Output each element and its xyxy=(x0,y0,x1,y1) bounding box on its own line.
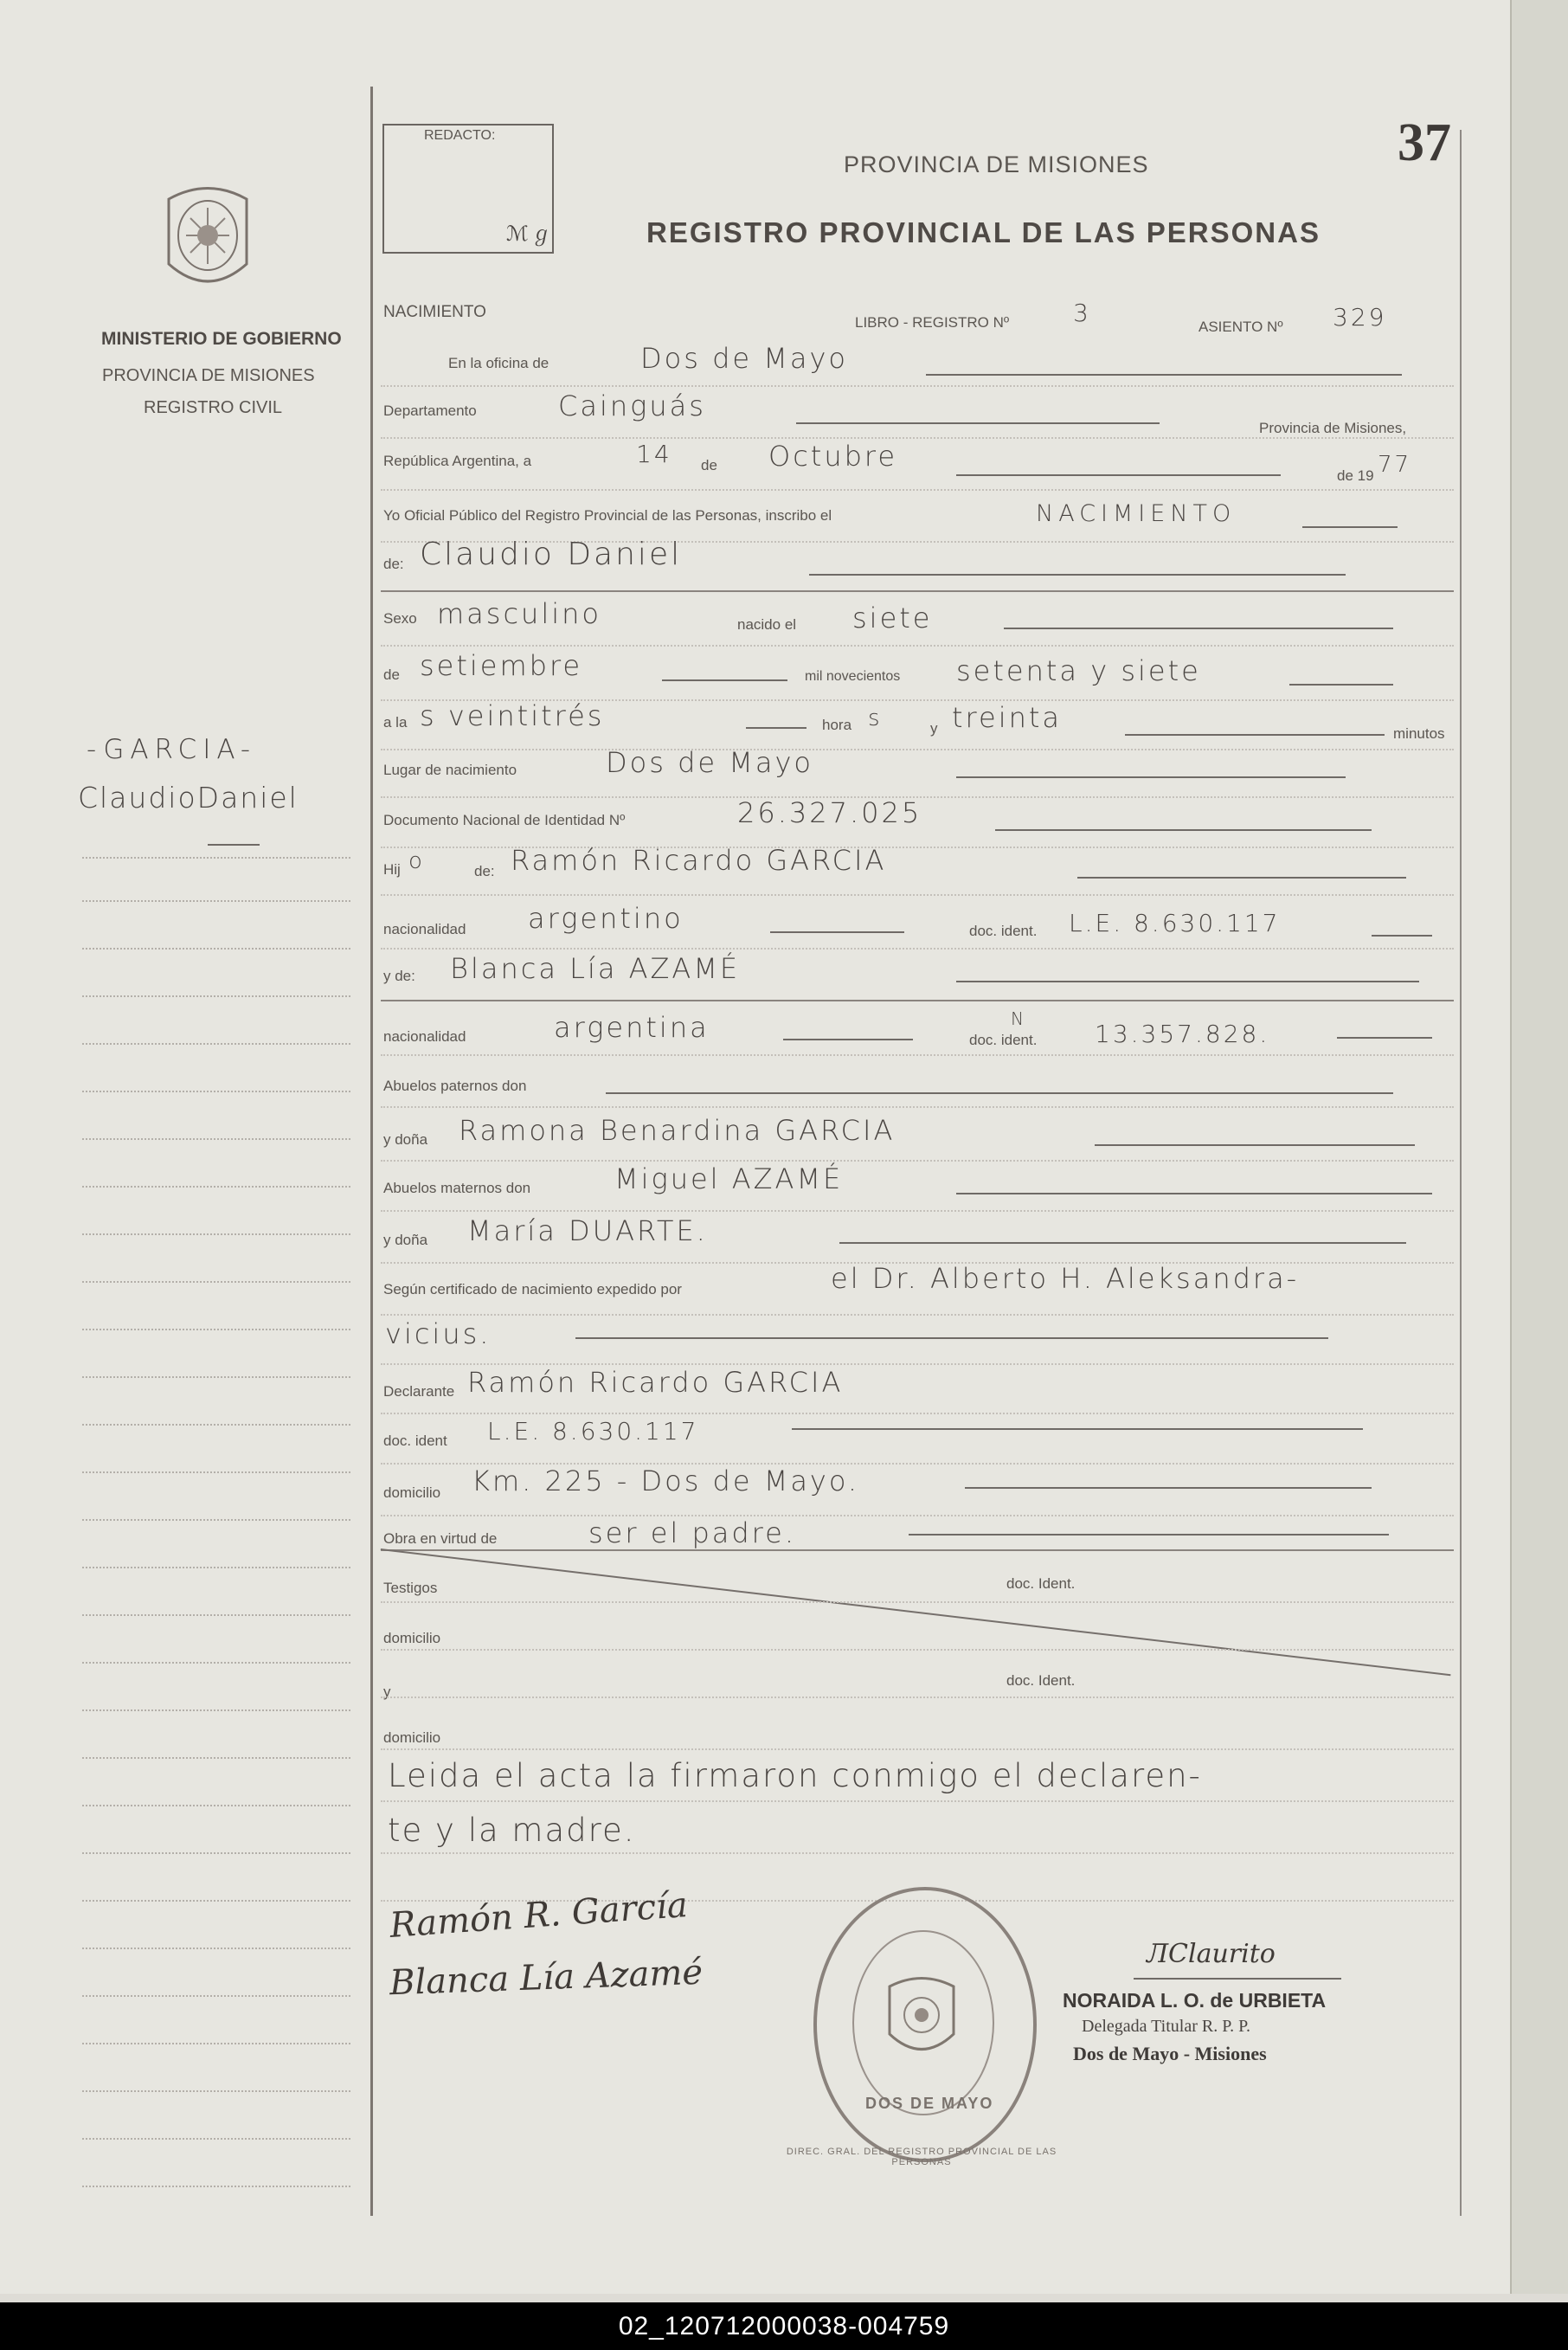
rule xyxy=(381,1000,1454,1001)
margin-underline xyxy=(208,844,260,846)
margin-rule xyxy=(82,1709,350,1711)
father-nat-blank xyxy=(770,931,904,933)
margin-rule xyxy=(82,857,350,859)
and-label: y xyxy=(930,720,938,737)
sex-label: Sexo xyxy=(383,610,417,627)
maternal-grandparents-label: Abuelos maternos don xyxy=(383,1180,531,1196)
rule xyxy=(381,1649,1454,1651)
footer-id: 02_120712000038-004759 xyxy=(618,2311,950,2340)
sex-value: masculino xyxy=(437,597,601,630)
right-margin-rule xyxy=(1460,130,1462,2216)
witness-doc-label: doc. Ident. xyxy=(1006,1575,1076,1592)
act-type-label: NACIMIENTO xyxy=(383,303,486,321)
margin-rule xyxy=(82,995,350,997)
paternal-grandmother-value: Ramona Benardina GARCIA xyxy=(459,1114,896,1147)
birthplace-blank xyxy=(956,776,1346,778)
rule xyxy=(381,1413,1454,1414)
book-value: 3 xyxy=(1073,299,1091,327)
margin-rule xyxy=(82,2090,350,2092)
office-blank xyxy=(926,374,1402,376)
declarant-value: Ramón Ricardo GARCIA xyxy=(467,1366,844,1399)
rule xyxy=(381,749,1454,750)
seal-ring-text: DIREC. GRAL. DEL REGISTRO PROVINCIAL DE LAS PERSONAS xyxy=(786,2147,1057,2167)
minutes-label: minutos xyxy=(1393,725,1445,742)
birthplace-value: Dos de Mayo xyxy=(606,746,813,779)
rule xyxy=(381,1363,1454,1365)
header-registry: REGISTRO PROVINCIAL DE LAS PERSONAS xyxy=(646,216,1321,248)
emblem-province: PROVINCIA DE MISIONES xyxy=(102,366,315,385)
left-margin-rule xyxy=(370,87,373,2216)
signature-mother: Blanca Lía Azamé xyxy=(389,1952,704,2004)
official-location: Dos de Mayo - Misiones xyxy=(1073,2043,1267,2064)
minutes-value: treinta xyxy=(952,701,1063,734)
margin-rule xyxy=(82,1281,350,1283)
rule xyxy=(381,894,1454,896)
rule xyxy=(381,1054,1454,1056)
month-blank xyxy=(956,474,1281,476)
department-value: Cainguás xyxy=(558,390,706,422)
witness-and-label: y xyxy=(383,1684,391,1700)
address-value: Km. 225 - Dos de Mayo. xyxy=(472,1465,860,1497)
rule xyxy=(381,1210,1454,1212)
margin-rule xyxy=(82,1329,350,1330)
and-de-label: y de: xyxy=(383,968,415,984)
certificate-value-2: vicius. xyxy=(385,1317,492,1350)
province-suffix: Provincia de Misiones, xyxy=(1259,420,1407,436)
day-value: 14 xyxy=(636,440,672,468)
signature-father: Ramón R. García xyxy=(388,1885,690,1946)
book-label: LIBRO - REGISTRO Nº xyxy=(855,314,1010,331)
header-province: PROVINCIA DE MISIONES xyxy=(844,151,1149,177)
father-nationality-label: nacionalidad xyxy=(383,921,466,937)
rule xyxy=(381,385,1454,387)
margin-rule xyxy=(82,900,350,902)
office-value: Dos de Mayo xyxy=(640,342,848,375)
month-value: Octubre xyxy=(768,440,898,473)
address-blank xyxy=(965,1487,1372,1489)
born-day-blank xyxy=(1004,628,1393,629)
born-month-blank xyxy=(662,679,787,681)
declarant-doc-blank xyxy=(792,1428,1363,1430)
witness-address-label: domicilio xyxy=(383,1630,441,1646)
footer-bar xyxy=(0,2302,1568,2350)
office-label: En la oficina de xyxy=(448,355,549,371)
margin-rule xyxy=(82,1519,350,1521)
father-blank xyxy=(1077,877,1406,879)
mother-nationality-label: nacionalidad xyxy=(383,1028,466,1045)
capacity-value: ser el padre. xyxy=(588,1516,796,1549)
margin-rule xyxy=(82,1805,350,1806)
mother-doc-value: 13.357.828. xyxy=(1095,1020,1270,1048)
margin-rule xyxy=(82,1043,350,1045)
official-title: Delegada Titular R. P. P. xyxy=(1082,2017,1251,2036)
de-label: de xyxy=(701,457,717,473)
mother-doc-blank xyxy=(1337,1037,1432,1039)
page-number: 37 xyxy=(1398,113,1451,172)
redacto-label: REDACTO: xyxy=(424,128,496,143)
rule xyxy=(381,1697,1454,1698)
capacity-blank xyxy=(909,1534,1389,1536)
paternal-grandmother-blank xyxy=(1095,1144,1415,1146)
born-label: nacido el xyxy=(737,616,797,633)
margin-rule xyxy=(82,1852,350,1854)
rule xyxy=(381,489,1454,491)
margin-surname: -GARCIA- xyxy=(87,734,257,765)
mother-doc-n: N xyxy=(1011,1008,1026,1029)
page-edge xyxy=(1510,0,1568,2294)
born-year-blank xyxy=(1289,684,1393,686)
maternal-grandmother-value: María DUARTE. xyxy=(467,1214,708,1247)
born-day-value: siete xyxy=(852,602,933,634)
certificate-value: el Dr. Alberto H. Aleksandra- xyxy=(831,1262,1300,1295)
child-label: Hij xyxy=(383,861,401,878)
margin-rule xyxy=(82,1186,350,1188)
name-de-label: de: xyxy=(383,556,404,572)
witness-address-label-2: domicilio xyxy=(383,1729,441,1746)
child-de-label: de: xyxy=(474,863,495,879)
emblem-ministry: MINISTERIO DE GOBIERNO xyxy=(101,329,342,349)
closing-line-2: te y la madre. xyxy=(388,1812,636,1849)
margin-rule xyxy=(82,1471,350,1473)
rule xyxy=(381,1601,1454,1603)
born-year-value: setenta y siete xyxy=(956,654,1201,687)
rule xyxy=(381,1800,1454,1802)
margin-rule xyxy=(82,1138,350,1140)
margin-rule xyxy=(82,1614,350,1616)
paternal-grandfather-blank xyxy=(606,1092,1393,1094)
name-blank xyxy=(809,574,1346,576)
margin-rule xyxy=(82,1995,350,1997)
dni-blank xyxy=(995,829,1372,831)
declarant-label: Declarante xyxy=(383,1383,455,1400)
mother-doc-label: doc. ident. xyxy=(969,1032,1038,1048)
seal-emblem-icon xyxy=(883,1973,961,2060)
emblem-registry: REGISTRO CIVIL xyxy=(144,398,283,417)
official-blank xyxy=(1302,526,1398,528)
child-value: o xyxy=(408,848,425,874)
official-value: NACIMIENTO xyxy=(1036,500,1237,527)
at-label: a la xyxy=(383,714,408,731)
rule xyxy=(381,1106,1454,1108)
maternal-grandfather-blank xyxy=(956,1193,1432,1194)
birthplace-label: Lugar de nacimiento xyxy=(383,762,517,778)
and-dona-label: y doña xyxy=(383,1131,428,1148)
year-prefix: de 19 xyxy=(1337,467,1374,484)
margin-rule xyxy=(82,1376,350,1378)
margin-rule xyxy=(82,1662,350,1664)
margin-rule xyxy=(82,2138,350,2140)
address-label: domicilio xyxy=(383,1484,441,1501)
seat-value: 329 xyxy=(1333,303,1387,332)
hours-label: hora xyxy=(822,717,852,733)
declarant-doc-label: doc. ident xyxy=(383,1433,447,1449)
margin-rule xyxy=(82,948,350,950)
father-value: Ramón Ricardo GARCIA xyxy=(511,844,887,877)
name-value: Claudio Daniel xyxy=(420,537,683,572)
rule xyxy=(381,1748,1454,1750)
official-signature-line xyxy=(1134,1978,1341,1980)
margin-rule xyxy=(82,2186,350,2187)
maternal-grandfather-value: Miguel AZAMÉ xyxy=(614,1162,844,1195)
redacto-initials: ℳℊ xyxy=(506,222,555,246)
official-signature: ЛClaurito xyxy=(1147,1939,1276,1969)
margin-rule xyxy=(82,1948,350,1949)
witness-doc-label-2: doc. Ident. xyxy=(1006,1672,1076,1689)
rule xyxy=(381,645,1454,647)
mother-nationality-value: argentina xyxy=(554,1011,710,1044)
dni-label: Documento Nacional de Identidad Nº xyxy=(383,812,626,828)
hour-blank xyxy=(746,727,806,729)
department-label: Departamento xyxy=(383,402,477,419)
and-dona-label-2: y doña xyxy=(383,1232,428,1248)
rule xyxy=(381,948,1454,950)
seal-bottom-text: DOS DE MAYO xyxy=(865,2095,994,2112)
rule xyxy=(381,1160,1454,1162)
rule xyxy=(381,1852,1454,1854)
hours-suffix: s xyxy=(868,705,883,731)
margin-rule xyxy=(82,1757,350,1759)
de-label-3: de xyxy=(383,666,400,683)
hour-value: s veintitrés xyxy=(420,699,605,732)
mother-nat-blank xyxy=(783,1039,913,1040)
maternal-grandmother-blank xyxy=(839,1242,1406,1244)
rule xyxy=(381,1549,1454,1551)
margin-rule xyxy=(82,1567,350,1568)
dni-value: 26.327.025 xyxy=(737,796,922,829)
year-value: 77 xyxy=(1378,452,1412,478)
margin-rule xyxy=(82,1900,350,1902)
born-month-value: setiembre xyxy=(420,649,583,682)
witnesses-label: Testigos xyxy=(383,1580,438,1596)
mother-blank xyxy=(956,981,1419,982)
father-doc-value: L.E. 8.630.117 xyxy=(1069,909,1281,937)
rule xyxy=(381,590,1454,592)
margin-given-name: ClaudioDaniel xyxy=(78,781,299,814)
official-text: Yo Oficial Público del Registro Provincial de las Personas, inscribo el xyxy=(383,507,832,524)
rule xyxy=(381,437,1454,439)
minutes-blank xyxy=(1125,734,1385,736)
certificate-label: Según certificado de nacimiento expedido por xyxy=(383,1281,682,1297)
mother-value: Blanca Lía AZAMÉ xyxy=(450,952,741,985)
margin-rule xyxy=(82,1424,350,1426)
seat-label: ASIENTO Nº xyxy=(1198,319,1283,335)
rule xyxy=(381,1515,1454,1516)
certificate-blank xyxy=(575,1337,1328,1339)
official-name: NORAIDA L. O. de URBIETA xyxy=(1063,1989,1327,2012)
declarant-doc-value: L.E. 8.630.117 xyxy=(487,1417,699,1445)
paternal-grandparents-label: Abuelos paternos don xyxy=(383,1078,527,1094)
margin-rule xyxy=(82,2043,350,2044)
department-blank xyxy=(796,422,1160,424)
margin-rule xyxy=(82,1091,350,1092)
closing-line-1: Leida el acta la firmaron conmigo el declaren- xyxy=(388,1757,1202,1794)
thousand-label: mil novecientos xyxy=(805,669,901,684)
rule xyxy=(381,1314,1454,1316)
capacity-label: Obra en virtud de xyxy=(383,1530,498,1547)
father-doc-blank xyxy=(1372,935,1432,937)
republic-label: República Argentina, a xyxy=(383,453,532,469)
margin-rule xyxy=(82,1233,350,1235)
father-doc-label: doc. ident. xyxy=(969,923,1038,939)
coat-of-arms-icon xyxy=(160,182,255,294)
father-nationality-value: argentino xyxy=(528,902,684,935)
